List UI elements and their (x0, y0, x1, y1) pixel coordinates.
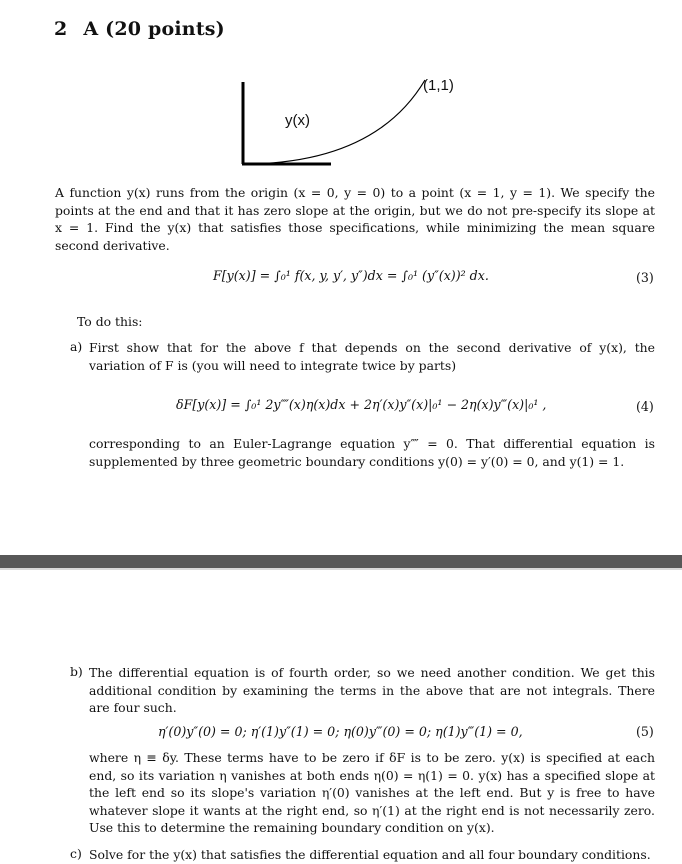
intro-paragraph: A function y(x) runs from the origin (x = 0, y = 0) to a point (x = 1, y = 1). We specify the points at the end and that it has zero slope at the origin, but we do not pre-specify its slope at x = 1. Find the y(x) that satisfies those specifications, while minimizing the mean square second derivative. (55, 185, 655, 253)
part-b-text: The differential equation is of fourth order, so we need another condition. We get this additional condition by examining the terms in the above that are not integrals. There are four such. (89, 665, 655, 715)
part-a-after: corresponding to an Euler-Lagrange equation y⁗ = 0. That differential equation is supplemented by three geometric boundary conditions y(0) = y′(0) = 0, and y(1) = 1. (89, 436, 655, 469)
section-heading (54, 18, 225, 40)
section-number: 2 (54, 18, 68, 40)
equation-4-number: (4) (636, 399, 654, 414)
part-a-text: First show that for the above f that depends on the second derivative of y(x), the variation of F is (you will need to integrate twice by parts) (89, 340, 655, 373)
equation-3: F[y(x)] = ∫₀¹ f(x, y, y′, y″)dx = ∫₀¹ (y″(x))² dx. (213, 268, 489, 283)
curve-line (243, 80, 425, 164)
endpoint-label: (1,1) (423, 77, 454, 94)
part-a-label: a) (70, 339, 83, 354)
part-b-after: where η ≡ δy. These terms have to be zero if δF is to be zero. y(x) is specified at each end, so its variation η vanishes at both ends η(0) = η(1) = 0. y(x) has a specified slope at the left end so its slope's variation η′(0) vanishes at the left end. But y is free to have whatever slope it wants at the right end, so η′(1) at the right end is not necessarily zero. Use this to determine the remaining boundary condition on y(x). (89, 750, 655, 835)
curve-label: y(x) (285, 112, 310, 129)
part-b-label: b) (70, 664, 83, 679)
equation-4: δF[y(x)] = ∫₀¹ 2y⁗(x)η(x)dx + 2η′(x)y″(x)|₀¹ − 2η(x)y‴(x)|₀¹ , (176, 397, 547, 412)
equation-5: η′(0)y″(0) = 0; η′(1)y″(1) = 0; η(0)y‴(0) = 0; η(1)y‴(1) = 0, (158, 724, 523, 739)
part-c-label: c) (70, 846, 82, 861)
section-title: A (20 points) (83, 18, 225, 40)
curve-figure (235, 60, 495, 170)
page-divider (0, 555, 682, 568)
equation-3-number: (3) (636, 270, 654, 285)
part-c-text: Solve for the y(x) that satisfies the differential equation and all four boundary conditions. (89, 847, 651, 862)
todo-line: To do this: (77, 314, 143, 329)
equation-5-number: (5) (636, 724, 654, 739)
page-divider-shadow (0, 568, 682, 570)
